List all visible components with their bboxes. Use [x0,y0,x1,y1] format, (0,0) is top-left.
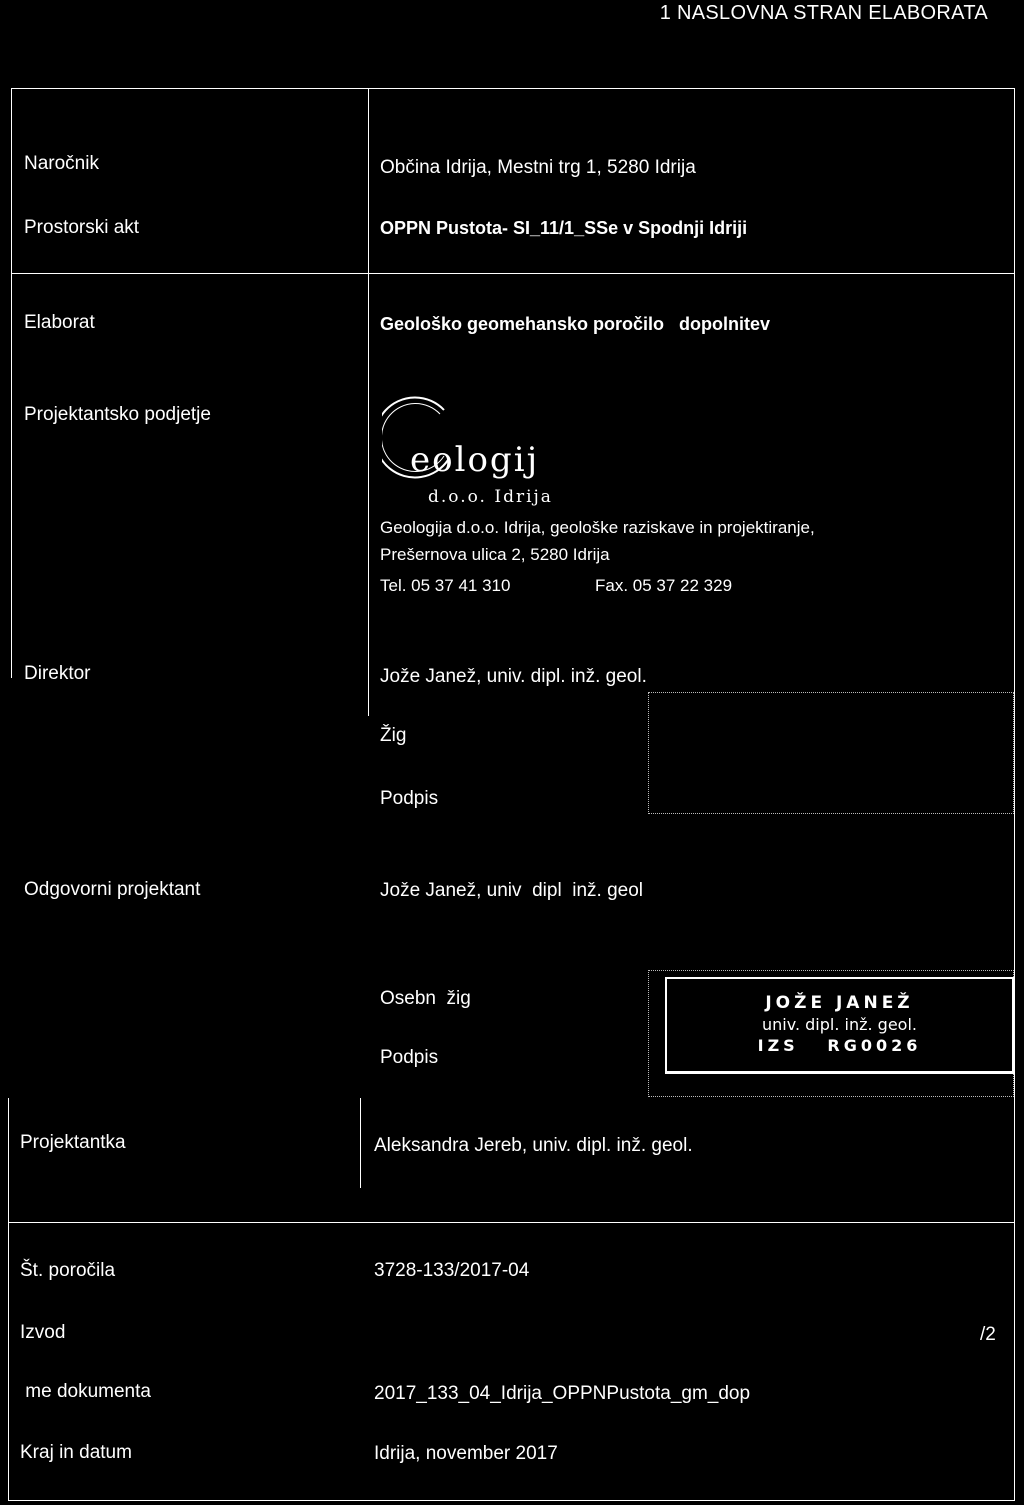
company-fax: Fax. 05 37 22 329 [595,576,733,595]
frame-top-line [11,88,1015,89]
direktor-value: Jože Janež, univ. dipl. inž. geol. [380,666,647,687]
st-porocila-value: 3728-133/2017-04 [374,1260,530,1281]
stamp-title: univ. dipl. inž. geol. [762,1015,917,1034]
column-divider-lower [360,1098,361,1188]
odgovorni-podpis-label: Podpis [380,1047,439,1068]
company-line2: Prešernova ulica 2, 5280 Idrija [380,545,610,564]
kraj-datum-value: Idrija, november 2017 [374,1443,558,1464]
kraj-datum-label: Kraj in datum [20,1442,132,1463]
elaborat-value: Geološko geomehansko poročilo dopolnitev [380,314,771,334]
column-divider [368,88,369,716]
page-header: 1 NASLOVNA STRAN ELABORATA [659,2,988,24]
frame-left-line [11,88,12,678]
osebni-zig-label: Osebn žig [380,988,471,1009]
row-divider-2 [8,1222,1015,1223]
narocnik-value: Občina Idrija, Mestni trg 1, 5280 Idrija [380,157,696,178]
podjetje-label: Projektantsko podjetje [24,404,211,425]
projektantka-label: Projektantka [20,1132,126,1153]
direktor-label: Direktor [24,663,91,684]
prostorski-akt-label: Prostorski akt [24,217,140,238]
prostorski-akt-value: OPPN Pustota- SI_11/1_SSe v Spodnji Idriji [380,218,748,238]
frame-right-line [1014,88,1015,1500]
personal-stamp [665,977,1014,1074]
ime-dokumenta-label: me dokumenta [20,1381,151,1402]
izvod-label: Izvod [20,1322,66,1343]
frame-left-line-lower [8,1098,9,1500]
ime-dokumenta-value: 2017_133_04_Idrija_OPPNPustota_gm_dop [374,1383,751,1404]
company-tel: Tel. 05 37 41 310 [380,576,511,595]
direktor-signature-box [648,692,1014,814]
company-line1: Geologija d.o.o. Idrija, geološke raziskave in projektiranje, [380,518,815,537]
row-divider-1 [11,273,1015,274]
projektantka-value: Aleksandra Jereb, univ. dipl. inž. geol. [374,1135,693,1156]
odgovorni-label: Odgovorni projektant [24,879,201,900]
odgovorni-value: Jože Janež, univ dipl inž. geol [380,880,643,901]
stamp-name: JOŽE JANEŽ [765,993,914,1013]
stamp-registration: IZS RG0026 [757,1036,922,1055]
elaborat-label: Elaborat [24,312,95,333]
logo-main-text: eologij [410,440,540,480]
izvod-value: /2 [980,1324,996,1345]
narocnik-label: Naročnik [24,153,99,174]
logo-sub-text: d.o.o. Idrija [428,487,553,507]
direktor-zig-label: Žig [380,725,407,746]
direktor-podpis-label: Podpis [380,788,439,809]
st-porocila-label: Št. poročila [20,1260,116,1281]
frame-bottom-line [8,1500,1015,1501]
